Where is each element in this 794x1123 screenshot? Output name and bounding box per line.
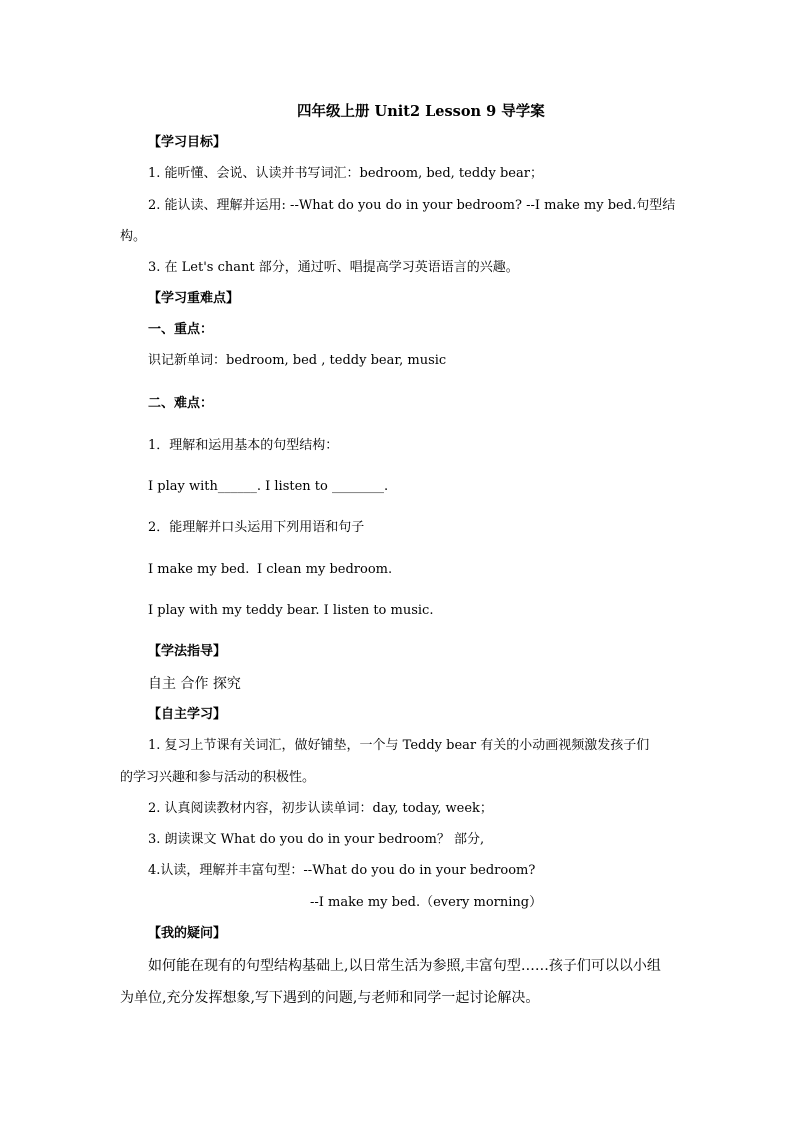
- key-points-heading: 【学习重难点】: [148, 291, 240, 306]
- questions-text-line-1: 如何能在现有的句型结构基础上,以日常生活为参照,丰富句型……孩子们可以以小组: [148, 958, 661, 974]
- objectives-heading: 【学习目标】: [148, 135, 227, 150]
- method-heading: 【学法指导】: [148, 644, 227, 659]
- example-sentence-2: I clean my bedroom.: [257, 562, 393, 577]
- focus-heading: 一、重点：: [148, 322, 214, 337]
- objective-item-3: 3. 在 Let's chant 部分，通过听、唱提高学习英语语言的兴趣。: [148, 260, 519, 275]
- questions-heading: 【我的疑问】: [148, 926, 227, 941]
- self-study-heading: 【自主学习】: [148, 707, 227, 722]
- example-sentence-1: I make my bed.: [148, 562, 250, 577]
- self-study-item-1-continued: 的学习兴趣和参与活动的积极性。: [120, 770, 316, 785]
- difficulty-item-1: 1．理解和运用基本的句型结构：: [148, 438, 339, 453]
- difficulty-item-1-example: I play with______. I listen to ________.: [148, 479, 389, 494]
- objective-item-2-continued: 构。: [120, 229, 147, 244]
- focus-text: 识记新单词：bedroom, bed , teddy bear, music: [148, 353, 447, 368]
- difficulty-item-2: 2．能理解并口头运用下列用语和句子: [148, 520, 365, 535]
- difficulty-heading: 二、难点：: [148, 396, 214, 411]
- objective-item-2: 2. 能认读、理解并运用: --What do you do in your bedroom? --I make my bed.句型结: [148, 198, 676, 213]
- self-study-item-2: 2. 认真阅读教材内容，初步认读单词：day, today, week；: [148, 801, 493, 816]
- self-study-item-4: 4.认读，理解并丰富句型：--What do you do in your bedroom?: [148, 863, 536, 878]
- self-study-item-3: 3. 朗读课文 What do you do in your bedroom？ 部分,: [148, 832, 485, 847]
- self-study-item-1: 1. 复习上节课有关词汇，做好铺垫，一个与 Teddy bear 有关的小动画视频激发孩子们: [148, 738, 650, 753]
- questions-text-line-2: 为单位,充分发挥想象,写下遇到的问题,与老师和同学一起讨论解决。: [120, 990, 540, 1006]
- self-study-item-4-response: --I make my bed.（every morning）: [310, 895, 543, 910]
- page-title: 四年级上册 Unit2 Lesson 9 导学案: [297, 103, 545, 120]
- objective-item-1: 1. 能听懂、会说、认读并书写词汇：bedroom, bed, teddy bear；: [148, 166, 543, 181]
- method-text: 自主 合作 探究: [148, 676, 241, 692]
- example-sentence-3: I play with my teddy bear. I listen to music.: [148, 603, 434, 618]
